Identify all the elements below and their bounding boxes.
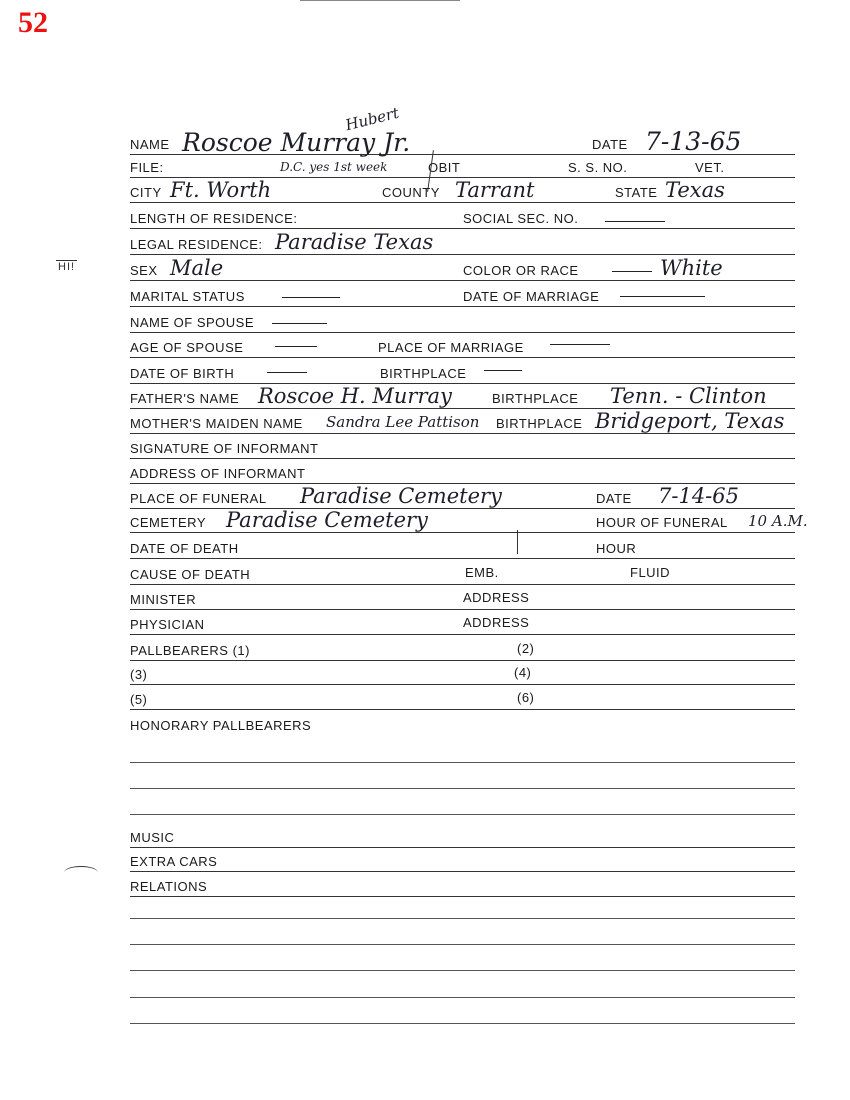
father-birthplace-label: BIRTHPLACE xyxy=(492,391,579,406)
row-music xyxy=(130,823,795,848)
sex-value[interactable]: Male xyxy=(170,256,224,280)
row-cause-of-death xyxy=(130,560,795,585)
county-label: COUNTY xyxy=(382,185,440,200)
birthplace-label: BIRTHPLACE xyxy=(380,366,467,381)
name-of-spouse-label: NAME OF SPOUSE xyxy=(130,315,255,330)
row-relations xyxy=(130,872,795,897)
emb-label: EMB. xyxy=(465,565,499,580)
row-mothers-maiden-name xyxy=(130,409,795,434)
row-city xyxy=(130,178,795,203)
date-label: DATE xyxy=(592,137,628,152)
row-name-of-spouse xyxy=(130,308,795,333)
honorary-line-1 xyxy=(130,762,795,763)
date-of-marriage-dash xyxy=(620,296,705,297)
name-insert-value[interactable]: Hubert xyxy=(343,103,401,135)
relations-line-3 xyxy=(130,970,795,971)
address-of-informant-label: ADDRESS OF INFORMANT xyxy=(130,466,306,481)
row-sex xyxy=(130,256,795,281)
fathers-name-value[interactable]: Roscoe H. Murray xyxy=(258,384,452,408)
file-label: FILE: xyxy=(130,160,164,175)
name-value[interactable]: Roscoe Murray Jr. xyxy=(182,128,411,157)
date-of-marriage-label: DATE OF MARRIAGE xyxy=(463,289,600,304)
state-label: STATE xyxy=(615,185,658,200)
row-date-of-birth xyxy=(130,359,795,384)
color-or-race-label: COLOR OR RACE xyxy=(463,263,579,278)
pallbearers-3-label: (3) xyxy=(130,667,148,682)
row-signature-of-informant xyxy=(130,434,795,459)
county-value[interactable]: Tarrant xyxy=(455,178,535,202)
row-pallbearers-3 xyxy=(130,660,795,685)
mothers-maiden-name-value[interactable]: Sandra Lee Pattison xyxy=(326,413,480,431)
physician-address-label: ADDRESS xyxy=(463,615,530,630)
place-of-marriage-label: PLACE OF MARRIAGE xyxy=(378,340,524,355)
marital-status-dash xyxy=(282,297,340,298)
pallbearers-6-label: (6) xyxy=(517,690,535,705)
relations-line-1 xyxy=(130,918,795,919)
physician-label: PHYSICIAN xyxy=(130,617,205,632)
row-marital-status xyxy=(130,282,795,307)
row-address-of-informant xyxy=(130,459,795,484)
birthplace-dash xyxy=(484,370,522,371)
place-of-marriage-dash xyxy=(550,344,610,345)
place-of-funeral-label: PLACE OF FUNERAL xyxy=(130,491,267,506)
honorary-line-3 xyxy=(130,814,795,815)
funeral-date-label: DATE xyxy=(596,491,632,506)
date-value[interactable]: 7-13-65 xyxy=(645,127,742,156)
pallbearers-4-label: (4) xyxy=(514,665,532,680)
relations-line-4 xyxy=(130,997,795,998)
place-of-funeral-value[interactable]: Paradise Cemetery xyxy=(300,484,502,508)
page-number: 52 xyxy=(18,6,48,39)
name-label: NAME xyxy=(130,137,170,152)
row-name xyxy=(130,103,795,157)
hour-of-funeral-label: HOUR OF FUNERAL xyxy=(596,515,728,530)
mother-birthplace-value[interactable]: Bridgeport, Texas xyxy=(595,409,785,433)
honorary-pallbearers-label: HONORARY PALLBEARERS xyxy=(130,718,312,733)
relations-line-5 xyxy=(130,1023,795,1024)
pallbearers-2-label: (2) xyxy=(517,641,535,656)
mothers-maiden-name-label: MOTHER'S MAIDEN NAME xyxy=(130,416,303,431)
row-fathers-name xyxy=(130,384,795,409)
minister-address-label: ADDRESS xyxy=(463,590,530,605)
margin-note: HI! xyxy=(58,261,76,273)
fluid-label: FLUID xyxy=(630,565,671,580)
file-value[interactable]: D.C. yes 1st week xyxy=(280,160,388,174)
relations-label: RELATIONS xyxy=(130,879,208,894)
legal-residence-label: LEGAL RESIDENCE: xyxy=(130,237,263,252)
ss-no-label: S. S. NO. xyxy=(568,160,628,175)
extra-cars-label: EXTRA CARS xyxy=(130,854,218,869)
honorary-line-2 xyxy=(130,788,795,789)
minister-label: MINISTER xyxy=(130,592,197,607)
signature-of-informant-label: SIGNATURE OF INFORMANT xyxy=(130,441,319,456)
row-place-of-funeral xyxy=(130,484,795,509)
state-value[interactable]: Texas xyxy=(665,178,725,202)
row-pallbearers-5 xyxy=(130,685,795,710)
mother-birthplace-label: BIRTHPLACE xyxy=(496,416,583,431)
row-date-of-death xyxy=(130,534,795,559)
date-of-birth-label: DATE OF BIRTH xyxy=(130,366,235,381)
cemetery-value[interactable]: Paradise Cemetery xyxy=(226,508,428,532)
fathers-name-label: FATHER'S NAME xyxy=(130,391,240,406)
sex-label: SEX xyxy=(130,263,158,278)
row-cemetery xyxy=(130,508,808,533)
row-physician xyxy=(130,610,795,635)
pallbearers-1-label: PALLBEARERS (1) xyxy=(130,643,250,658)
cause-of-death-label: CAUSE OF DEATH xyxy=(130,567,251,582)
marital-status-label: MARITAL STATUS xyxy=(130,289,245,304)
row-length-of-residence xyxy=(130,204,795,229)
row-pallbearers-1 xyxy=(130,636,795,661)
music-label: MUSIC xyxy=(130,830,175,845)
social-sec-dash xyxy=(605,221,665,222)
length-of-residence-label: LENGTH OF RESIDENCE: xyxy=(130,211,298,226)
name-of-spouse-dash xyxy=(272,323,327,324)
funeral-date-value[interactable]: 7-14-65 xyxy=(658,484,739,508)
row-legal-residence xyxy=(130,230,795,255)
legal-residence-value[interactable]: Paradise Texas xyxy=(275,230,434,254)
row-minister xyxy=(130,585,795,610)
row-file xyxy=(130,153,795,178)
pallbearers-5-label: (5) xyxy=(130,692,148,707)
city-label: CITY xyxy=(130,185,162,200)
date-of-death-label: DATE OF DEATH xyxy=(130,541,239,556)
city-value[interactable]: Ft. Worth xyxy=(170,178,272,202)
cemetery-label: CEMETERY xyxy=(130,515,206,530)
vet-label: VET. xyxy=(695,160,725,175)
row-honorary-pallbearers xyxy=(130,711,795,735)
social-sec-no-label: SOCIAL SEC. NO. xyxy=(463,211,579,226)
row-age-of-spouse xyxy=(130,333,795,358)
row-extra-cars xyxy=(130,847,795,872)
relations-line-2 xyxy=(130,944,795,945)
hour-label: HOUR xyxy=(596,541,637,556)
color-or-race-value[interactable]: White xyxy=(660,256,723,280)
age-of-spouse-label: AGE OF SPOUSE xyxy=(130,340,244,355)
father-birthplace-value[interactable]: Tenn. - Clinton xyxy=(610,384,767,408)
color-race-dash xyxy=(612,271,652,272)
hour-of-funeral-value[interactable]: 10 A.M. xyxy=(748,512,808,530)
obit-label: OBIT xyxy=(428,160,461,175)
age-of-spouse-dash xyxy=(275,346,317,347)
date-of-birth-dash xyxy=(267,372,307,373)
